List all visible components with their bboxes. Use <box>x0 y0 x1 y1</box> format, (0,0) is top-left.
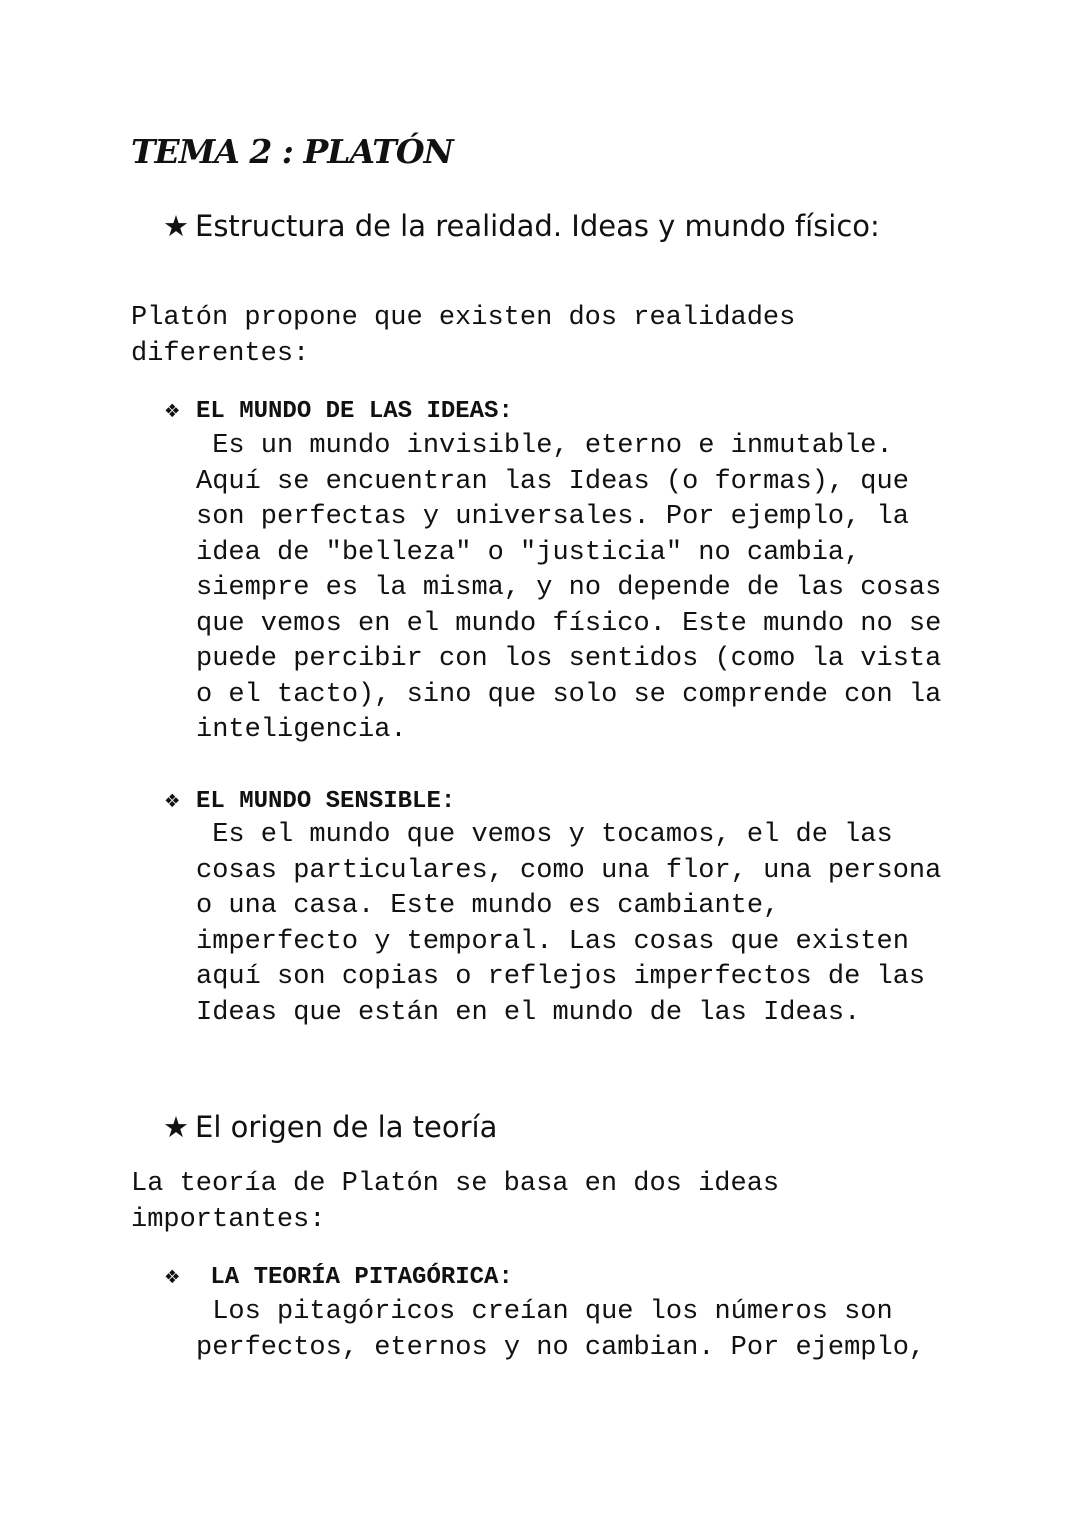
text-line: inteligencia. <box>196 715 407 745</box>
text-line: diferentes: <box>131 338 310 369</box>
bullet-body <box>196 1295 925 1366</box>
section-heading <box>163 1109 497 1145</box>
text-line: aquí son copias o reflejos imperfectos de las <box>196 962 926 992</box>
text-line: Platón propone que existen dos realidades <box>131 303 796 333</box>
diamond-icon: ❖ <box>165 1264 180 1291</box>
diamond-icon: ❖ <box>165 788 180 815</box>
bullet-label-text: EL MUNDO DE LAS IDEAS: <box>196 398 513 425</box>
diamond-icon: ❖ <box>165 398 180 425</box>
bullet-label-text: EL MUNDO SENSIBLE: <box>196 788 456 815</box>
section-heading-text: El origen de la teoría <box>195 1110 498 1144</box>
bullet-label-text: LA TEORÍA PITAGÓRICA: <box>196 1264 513 1291</box>
text-line: puede percibir con los sentidos (como la vista <box>196 644 942 674</box>
page-title: TEMA 2 : PLATÓN <box>131 132 453 171</box>
text-line: idea de "belleza" o "justicia" no cambia, <box>196 537 861 568</box>
section-heading <box>163 208 880 244</box>
bullet-label <box>165 784 455 820</box>
text-line: Aquí se encuentran las Ideas (o formas), que <box>196 466 909 497</box>
text-line: cosas particulares, como una flor, una persona <box>196 855 942 886</box>
text-line: o el tacto), sino que solo se comprende con la <box>196 679 942 710</box>
text-line: importantes: <box>131 1204 326 1235</box>
text-line: perfectos, eternos y no cambian. Por ejemplo, <box>196 1332 926 1363</box>
bullet-body <box>196 818 941 1031</box>
text-line: imperfecto y temporal. Las cosas que existen <box>196 926 909 957</box>
text-line: que vemos en el mundo físico. Este mundo no se <box>196 608 942 639</box>
text-line: La teoría de Platón se basa en dos ideas <box>131 1169 780 1199</box>
text-line: Los pitagóricos creían que los números son <box>196 1297 893 1327</box>
text-line: son perfectas y universales. Por ejemplo, la <box>196 502 909 532</box>
text-line: Ideas que están en el mundo de las Ideas. <box>196 997 861 1028</box>
intro-paragraph <box>131 301 795 372</box>
bullet-body <box>196 429 941 749</box>
star-icon: ★ <box>163 209 189 243</box>
intro-paragraph <box>131 1167 779 1238</box>
section-heading-text: Estructura de la realidad. Ideas y mundo físico: <box>195 209 880 243</box>
bullet-label <box>165 394 513 430</box>
text-line: siempre es la misma, y no depende de las cosas <box>196 573 942 603</box>
bullet-label <box>165 1260 513 1296</box>
star-icon: ★ <box>163 1110 189 1144</box>
text-line: Es un mundo invisible, eterno e inmutable. <box>196 431 893 461</box>
text-line: o una casa. Este mundo es cambiante, <box>196 891 780 921</box>
text-line: Es el mundo que vemos y tocamos, el de las <box>196 820 893 850</box>
